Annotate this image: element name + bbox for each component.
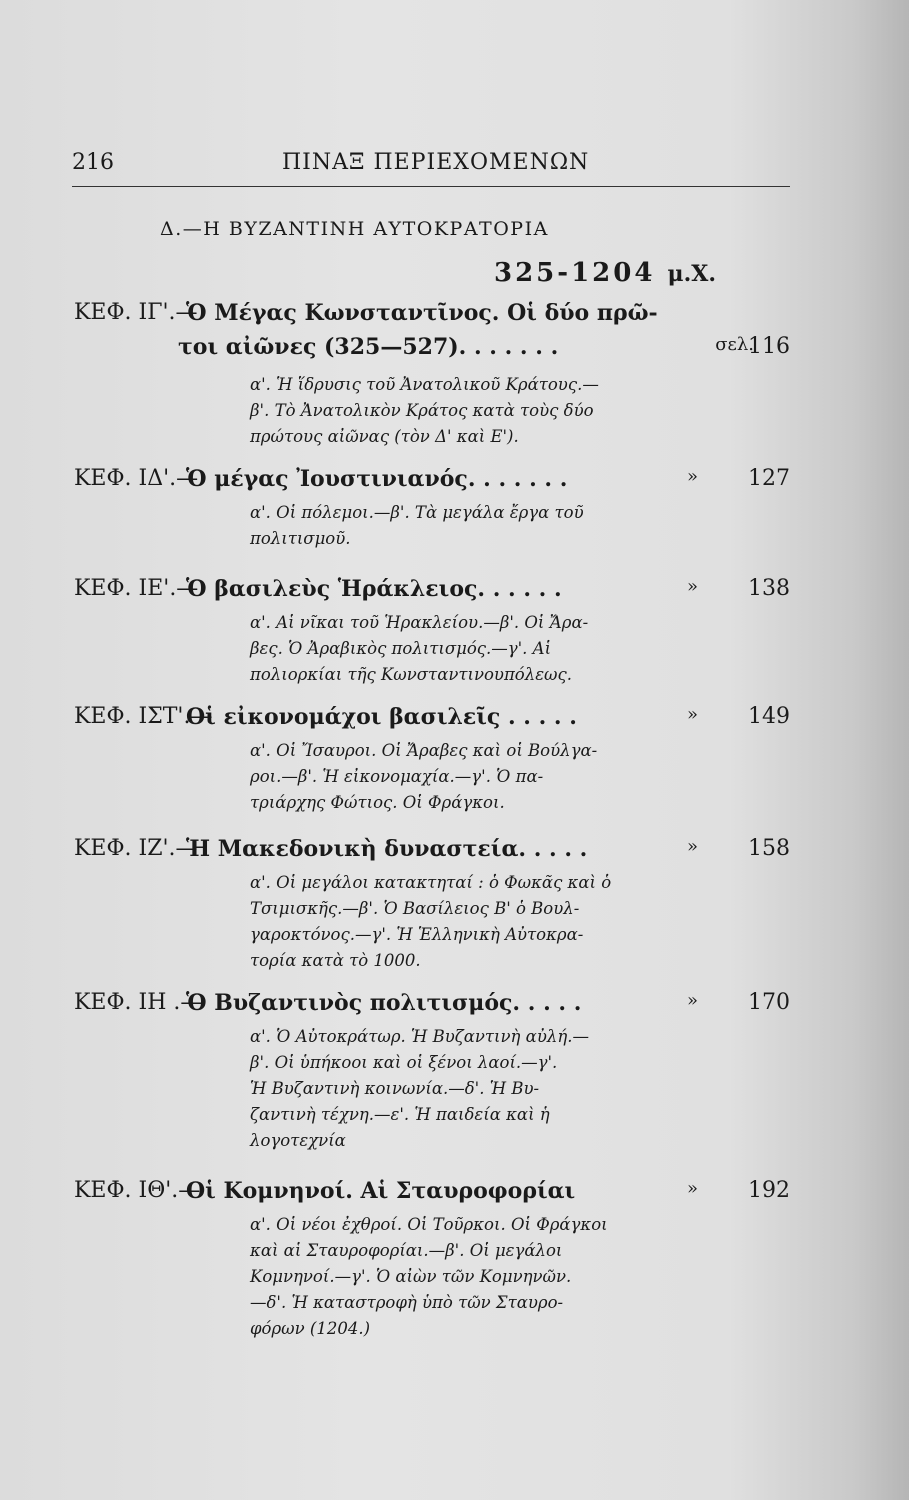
chapter-heading bbox=[74, 300, 790, 334]
chapter-heading bbox=[74, 836, 790, 870]
subsection-line: γαροκτόνος.—γ'. Ἡ Ἑλληνικὴ Αὐτοκρα- bbox=[250, 925, 584, 944]
chapter-page-number: 116 bbox=[748, 334, 790, 359]
page-marker: » bbox=[686, 836, 698, 857]
subsection-line: α'. Ὁ Αὐτοκράτωρ. Ἡ Βυζαντινὴ αὐλή.— bbox=[250, 1027, 589, 1046]
toc-entry-ch13 bbox=[74, 300, 790, 450]
subsection-line: α'. Οἱ μεγάλοι κατακτηταί : ὁ Φωκᾶς καὶ ὁ bbox=[250, 873, 612, 892]
chapter-heading bbox=[74, 576, 790, 610]
subsection-line: Ἡ Βυζαντινὴ κοινωνία.—δ'. Ἡ Βυ- bbox=[250, 1079, 540, 1098]
page-marker: » bbox=[686, 990, 698, 1011]
page-header bbox=[72, 150, 790, 186]
subsection-line: Τσιμισκῆς.—β'. Ὁ Βασίλειος Β' ὁ Βουλ- bbox=[250, 899, 580, 918]
page-marker: » bbox=[686, 576, 698, 597]
subsection-line: —δ'. Ἡ καταστροφὴ ὑπὸ τῶν Σταυρο- bbox=[250, 1293, 564, 1312]
chapter-label: ΚΕΦ. ΙΗ .— bbox=[74, 990, 203, 1015]
toc-entry-ch15 bbox=[74, 576, 790, 688]
subsection-line: φόρων (1204.) bbox=[250, 1319, 371, 1338]
chapter-heading bbox=[74, 990, 790, 1024]
chapter-subsections bbox=[250, 372, 730, 450]
chapter-label: ΚΕΦ. ΙΓ'.— bbox=[74, 300, 198, 325]
page-marker: » bbox=[686, 466, 698, 487]
toc-entry-ch16 bbox=[74, 704, 790, 816]
subsection-line: πρώτους αἰῶνας (τὸν Δ' καὶ Ε'). bbox=[250, 427, 519, 446]
subsection-line: α'. Ἡ ἵδρυσις τοῦ Ἀνατολικοῦ Κράτους.— bbox=[250, 375, 599, 394]
chapter-title: Οἱ εἰκονομάχοι βασιλεῖς . . . . . bbox=[186, 704, 577, 730]
chapter-label: ΚΕΦ. ΙΖ'.— bbox=[74, 836, 198, 861]
page-marker: σελ. bbox=[715, 334, 754, 355]
subsection-line: Κομνηνοί.—γ'. Ὁ αἰὼν τῶν Κομνηνῶν. bbox=[250, 1267, 572, 1286]
chapter-label: ΚΕΦ. ΙΕ'.— bbox=[74, 576, 199, 601]
page-marker: » bbox=[686, 704, 698, 725]
subsection-line: τριάρχης Φώτιος. Οἱ Φράγκοι. bbox=[250, 793, 505, 812]
chapter-title: Οἱ Κομνηνοί. Αἱ Σταυροφορίαι bbox=[186, 1178, 576, 1204]
toc-entry-ch18 bbox=[74, 990, 790, 1154]
chapter-title: Ὁ Βυζαντινὸς πολιτισμός. . . . . bbox=[186, 990, 582, 1016]
toc-entry-ch14 bbox=[74, 466, 790, 552]
chapter-title: Ἡ Μακεδονικὴ δυναστεία. . . . . bbox=[186, 836, 588, 862]
subsection-line: α'. Οἱ Ἴσαυροι. Οἱ Ἄραβες καὶ οἱ Βούλγα- bbox=[250, 741, 598, 760]
chapter-page-number: 192 bbox=[748, 1178, 790, 1203]
subsection-line: τορία κατὰ τὸ 1000. bbox=[250, 951, 421, 970]
chapter-title: Ὁ μέγας Ἰουστινιανός. . . . . . . bbox=[186, 466, 568, 492]
subsection-line: α'. Οἱ πόλεμοι.—β'. Τὰ μεγάλα ἔργα τοῦ bbox=[250, 503, 584, 522]
chapter-heading-continued bbox=[74, 334, 790, 368]
subsection-line: α'. Οἱ νέοι ἐχθροί. Οἱ Τοῦρκοι. Οἱ Φράγκοι bbox=[250, 1215, 608, 1234]
header-rule bbox=[72, 186, 790, 187]
date-range-years: 325-1204 bbox=[494, 258, 656, 288]
page-marker: » bbox=[686, 1178, 698, 1199]
chapter-page-number: 149 bbox=[748, 704, 790, 729]
chapter-page-number: 158 bbox=[748, 836, 790, 861]
chapter-page-number: 127 bbox=[748, 466, 790, 491]
chapter-subsections bbox=[250, 1212, 730, 1342]
subsection-line: λογοτεχνία bbox=[250, 1131, 346, 1150]
date-range bbox=[494, 258, 716, 288]
chapter-subsections bbox=[250, 738, 730, 816]
subsection-line: πολιορκίαι τῆς Κωνσταντινουπόλεως. bbox=[250, 665, 572, 684]
subsection-line: ζαντινὴ τέχνη.—ε'. Ἡ παιδεία καὶ ἡ bbox=[250, 1105, 550, 1124]
page-number: 216 bbox=[72, 150, 114, 175]
chapter-subsections bbox=[250, 610, 730, 688]
chapter-subsections bbox=[250, 500, 730, 552]
chapter-subsections bbox=[250, 870, 730, 974]
chapter-page-number: 138 bbox=[748, 576, 790, 601]
toc-entry-ch19 bbox=[74, 1178, 790, 1342]
toc-entry-ch17 bbox=[74, 836, 790, 974]
chapter-subsections bbox=[250, 1024, 730, 1154]
subsection-line: βες. Ὁ Ἀραβικὸς πολιτισμός.—γ'. Αἱ bbox=[250, 639, 552, 658]
date-range-era: μ.Χ. bbox=[667, 261, 716, 287]
subsection-line: β'. Οἱ ὑπήκοοι καὶ οἱ ξένοι λαοί.—γ'. bbox=[250, 1053, 558, 1072]
subsection-line: πολιτισμοῦ. bbox=[250, 529, 351, 548]
chapter-title: Ὁ βασιλεὺς Ἡράκλειος. . . . . . bbox=[186, 576, 562, 602]
subsection-line: α'. Αἱ νῖκαι τοῦ Ἡρακλείου.—β'. Οἱ Ἄρα- bbox=[250, 613, 589, 632]
chapter-title: Ὁ Μέγας Κωνσταντῖνος. Οἱ δύο πρῶ- bbox=[186, 300, 658, 326]
section-title: Δ.—Η ΒΥΖΑΝΤΙΝΗ ΑΥΤΟΚΡΑΤΟΡΙΑ bbox=[160, 218, 549, 240]
subsection-line: ροι.—β'. Ἡ εἰκονομαχία.—γ'. Ὁ πα- bbox=[250, 767, 544, 786]
running-title: ΠΙΝΑΞ ΠΕΡΙΕΧΟΜΕΝΩΝ bbox=[282, 150, 590, 175]
chapter-heading bbox=[74, 1178, 790, 1212]
chapter-label: ΚΕΦ. ΙΣΤ'.— bbox=[74, 704, 213, 729]
subsection-line: β'. Τὸ Ἀνατολικὸν Κράτος κατὰ τοὺς δύο bbox=[250, 401, 594, 420]
chapter-heading bbox=[74, 704, 790, 738]
chapter-title-continued: τοι αἰῶνες (325—527). . . . . . . bbox=[178, 334, 559, 360]
chapter-label: ΚΕΦ. ΙΔ'.— bbox=[74, 466, 199, 491]
chapter-page-number: 170 bbox=[748, 990, 790, 1015]
chapter-heading bbox=[74, 466, 790, 500]
chapter-label: ΚΕΦ. ΙΘ'.— bbox=[74, 1178, 201, 1203]
subsection-line: καὶ αἱ Σταυροφορίαι.—β'. Οἱ μεγάλοι bbox=[250, 1241, 563, 1260]
